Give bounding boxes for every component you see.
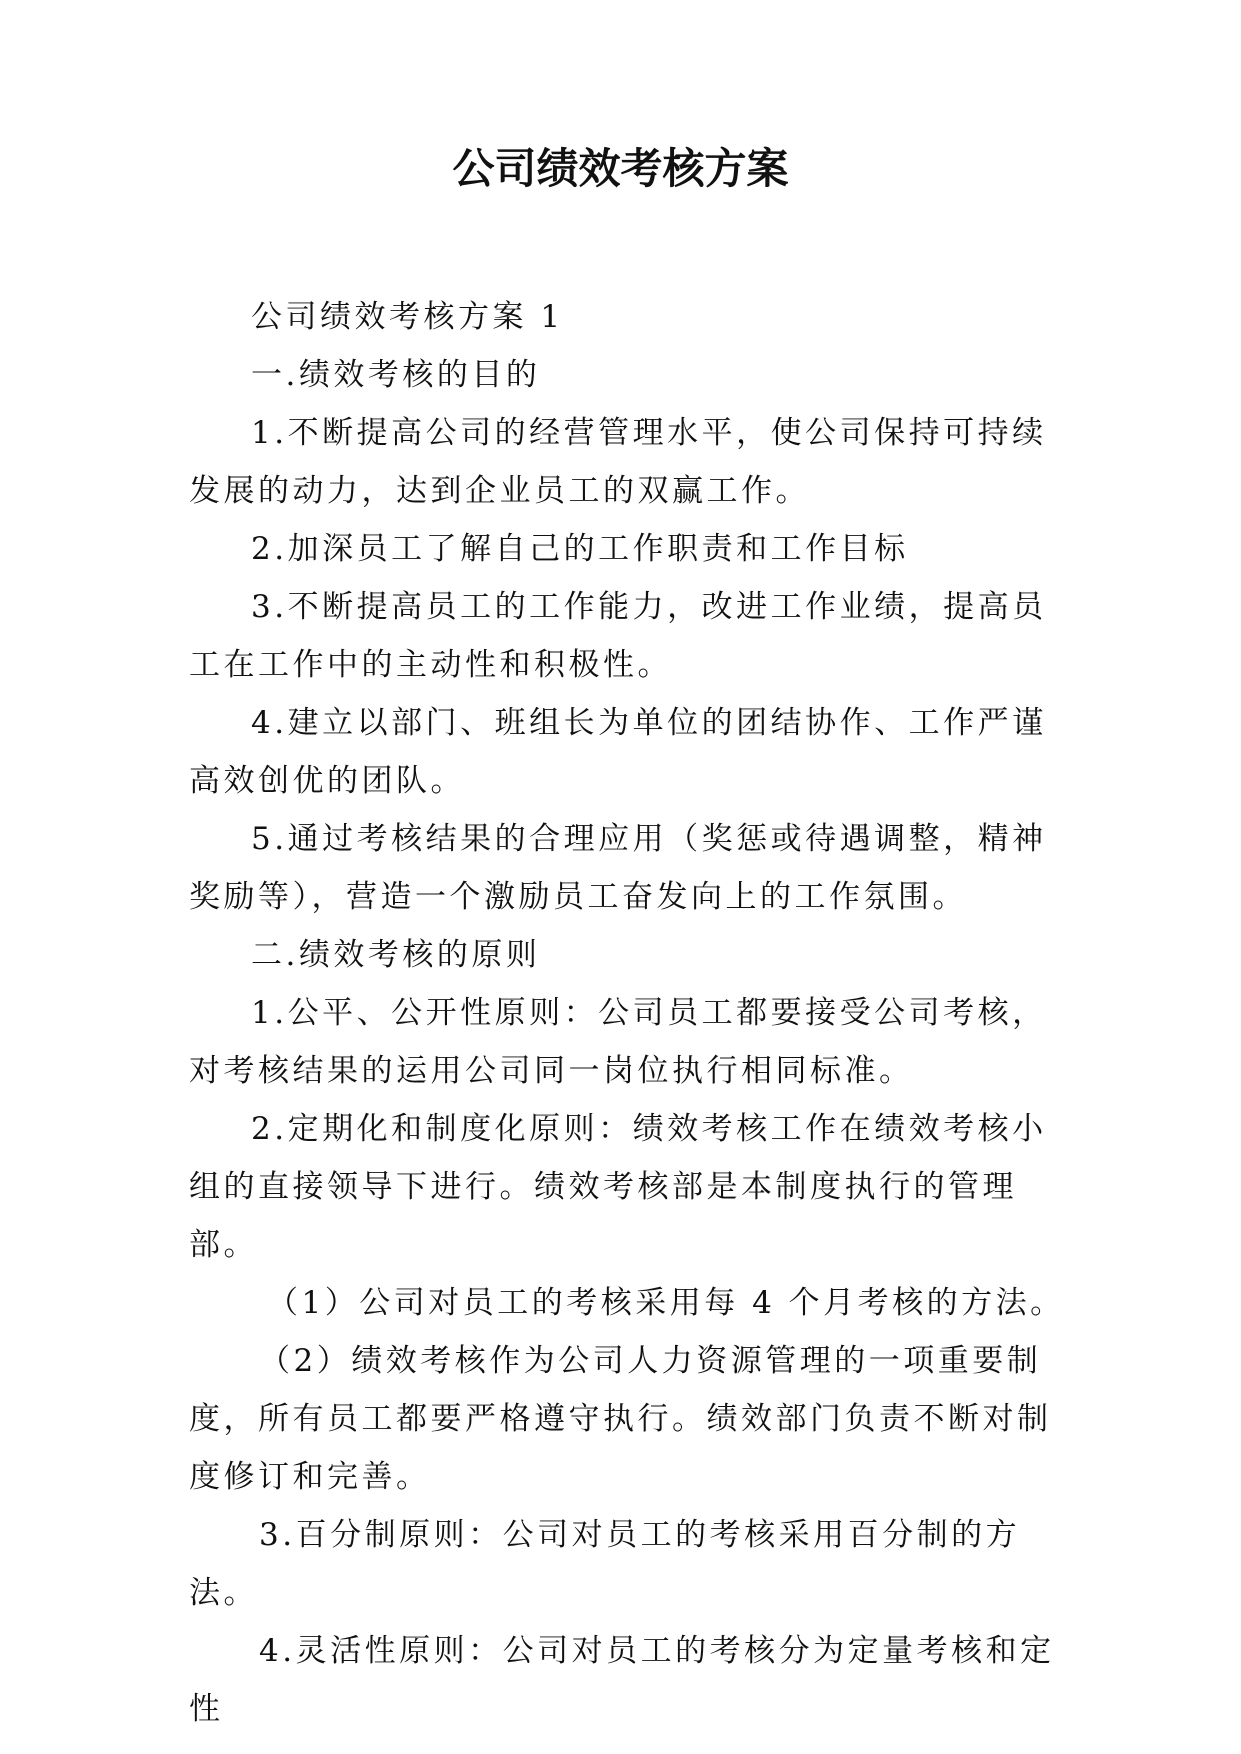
paragraph: 3.不断提高员工的工作能力，改进工作业绩，提高员工在工作中的主动性和积极性。 (189, 589, 1047, 683)
document-body (189, 288, 1069, 1738)
paragraph: 4.灵活性原则：公司对员工的考核分为定量考核和定性 (189, 1633, 1055, 1727)
paragraph: 3.百分制原则：公司对员工的考核采用百分制的方法。 (189, 1517, 1021, 1611)
section-heading: 一.绩效考核的目的 (251, 357, 541, 393)
section-heading: 公司绩效考核方案 1 (251, 299, 564, 335)
document-title: 公司绩效考核方案 (452, 144, 789, 193)
paragraph: 2.加深员工了解自己的工作职责和工作目标 (251, 531, 909, 567)
paragraph: 2.定期化和制度化原则：绩效考核工作在绩效考核小组的直接领导下进行。绩效考核部是本制度执行的管理部。 (189, 1111, 1047, 1263)
section-heading: 二.绩效考核的原则 (251, 937, 541, 973)
paragraph: 1.公平、公开性原则：公司员工都要接受公司考核，对考核结果的运用公司同一岗位执行相同标准。 (189, 995, 1047, 1089)
paragraph: 1.不断提高公司的经营管理水平，使公司保持可持续发展的动力，达到企业员工的双赢工作。 (189, 415, 1047, 509)
paragraph: 5.通过考核结果的合理应用（奖惩或待遇调整，精神奖励等），营造一个激励员工奋发向上的工作氛围。 (189, 821, 1047, 915)
paragraph: 4.建立以部门、班组长为单位的团结协作、工作严谨高效创优的团队。 (189, 705, 1047, 799)
paragraph: （2）绩效考核作为公司人力资源管理的一项重要制度，所有员工都要严格遵守执行。绩效部门负责不断对制度修订和完善。 (189, 1343, 1052, 1495)
paragraph: （1）公司对员工的考核采用每 4 个月考核的方法。 (267, 1285, 1065, 1321)
